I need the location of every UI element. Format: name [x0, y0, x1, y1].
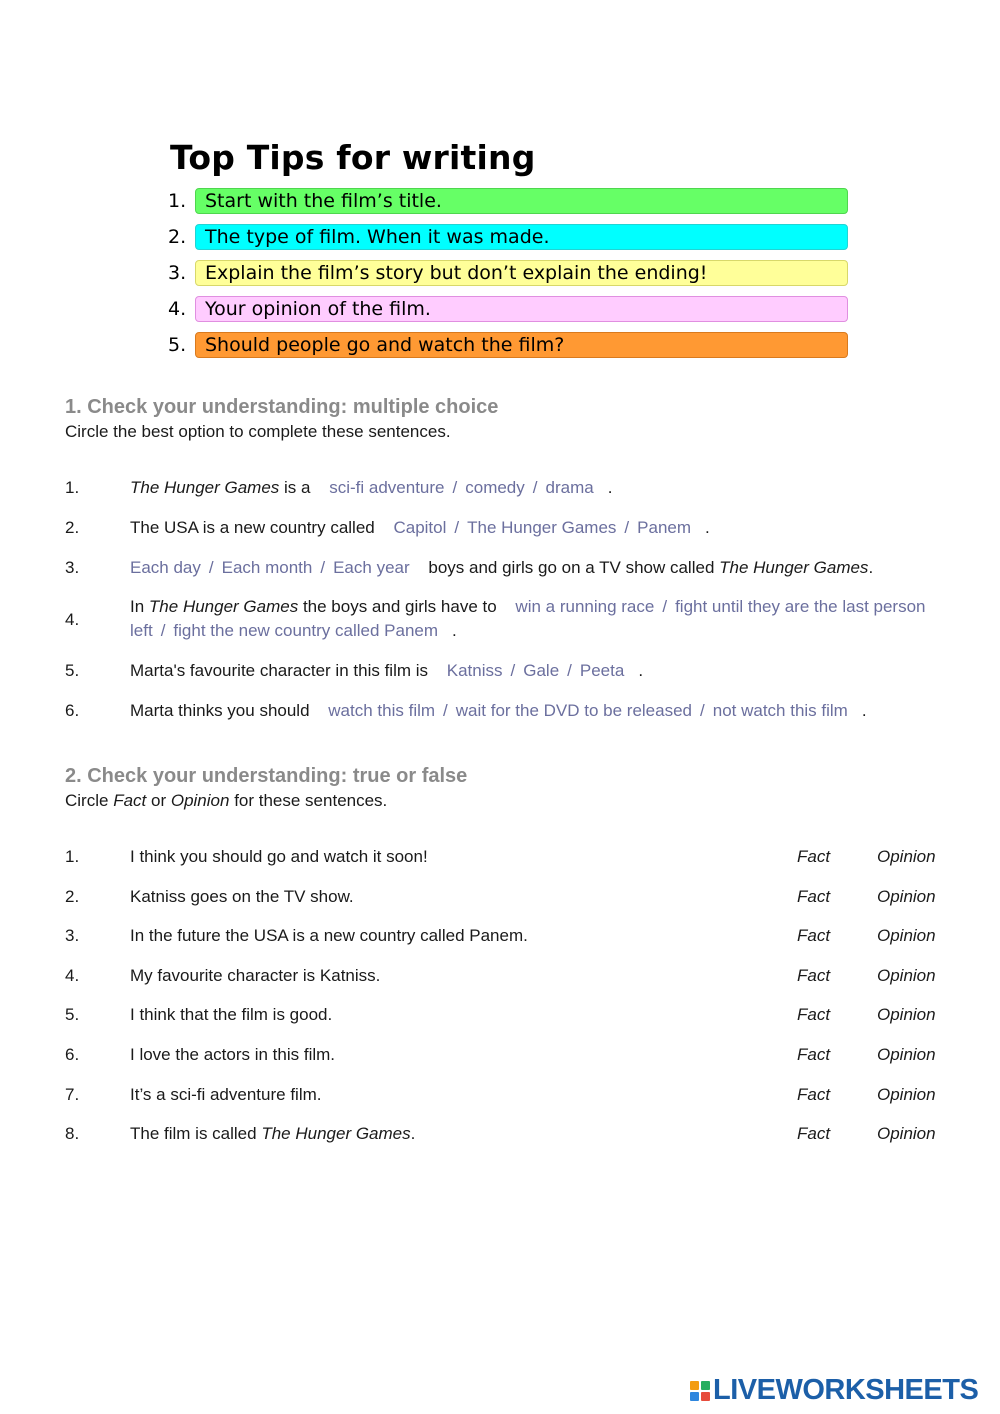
- fact-option[interactable]: Fact: [797, 926, 831, 945]
- film-title: The Hunger Games: [719, 558, 869, 577]
- option-the-hunger-games[interactable]: The Hunger Games: [467, 518, 617, 537]
- section2-instruction: [65, 791, 945, 815]
- section1-title: 1. Check your understanding: multiple choice: [65, 396, 499, 418]
- option-separator: /: [532, 478, 538, 497]
- sentence-end: .: [452, 621, 457, 640]
- tip-text: Start with the film’s title.: [195, 188, 848, 214]
- question-number: 4.: [65, 966, 80, 985]
- option-gale[interactable]: Gale: [523, 661, 560, 680]
- question-text: boys and girls go on a TV show called: [428, 558, 715, 577]
- instruction-text: Circle: [65, 791, 109, 810]
- tip-text: Your opinion of the film.: [195, 296, 848, 322]
- mc-question-4: [65, 595, 945, 645]
- statement-text: My favourite character is Katniss.: [130, 966, 381, 985]
- question-text: is a: [279, 478, 311, 497]
- option-peeta[interactable]: Peeta: [579, 661, 625, 680]
- question-number: 5.: [65, 661, 80, 680]
- option-separator: /: [454, 518, 460, 537]
- option-comedy[interactable]: comedy: [465, 478, 525, 497]
- sentence-end: .: [861, 701, 867, 720]
- tip-number: 4.: [168, 298, 187, 320]
- tf-questions: [65, 845, 945, 1155]
- question-number: 2.: [65, 887, 80, 906]
- sentence-end: .: [705, 518, 710, 537]
- tip-item: [168, 223, 848, 251]
- section2-title: 2. Check your understanding: true or false: [65, 765, 468, 787]
- film-title: The Hunger Games: [130, 478, 280, 497]
- tip-number: 2.: [168, 226, 187, 248]
- sentence-end: .: [638, 661, 644, 680]
- tips-list: [168, 187, 848, 359]
- opinion-option[interactable]: Opinion: [877, 1124, 936, 1143]
- option-not-watch[interactable]: not watch this film: [712, 701, 848, 720]
- question-number: 1.: [65, 847, 80, 866]
- instruction-fact: Fact: [113, 791, 147, 810]
- option-wait-for-dvd[interactable]: wait for the DVD to be released: [455, 701, 692, 720]
- option-separator: /: [208, 558, 214, 577]
- tip-number: 3.: [168, 262, 187, 284]
- statement-text: In the future the USA is a new country called Panem.: [130, 926, 528, 945]
- option-sci-fi-adventure[interactable]: sci-fi adventure: [329, 478, 445, 497]
- question-number: 7.: [65, 1085, 80, 1104]
- section-multiple-choice: [65, 396, 945, 446]
- fact-option[interactable]: Fact: [797, 966, 831, 985]
- question-number: 3.: [65, 558, 80, 577]
- film-title: The Hunger Games: [261, 1124, 411, 1143]
- statement-text: The film is called: [130, 1124, 262, 1143]
- option-panem[interactable]: Panem: [637, 518, 692, 537]
- sentence-end: .: [410, 1124, 416, 1143]
- question-text: Marta's favourite character in this film is: [130, 661, 429, 680]
- option-watch-this-film[interactable]: watch this film: [328, 701, 436, 720]
- option-win-running-race[interactable]: win a running race: [515, 597, 655, 616]
- opinion-option[interactable]: Opinion: [877, 887, 936, 906]
- tip-item: [168, 259, 848, 287]
- tip-item: [168, 331, 848, 359]
- option-separator: /: [662, 597, 668, 616]
- opinion-option[interactable]: Opinion: [877, 966, 936, 985]
- film-title: The Hunger Games: [148, 597, 299, 616]
- logo-mark-icon: [690, 1381, 710, 1401]
- option-fight-new-country[interactable]: fight the new country called Panem: [173, 621, 439, 640]
- question-number: 5.: [65, 1005, 80, 1024]
- top-tips-box: [168, 138, 848, 367]
- logo-text: LIVEWORKSHEETS: [713, 1374, 979, 1406]
- tip-number: 5.: [168, 334, 187, 356]
- option-separator: /: [624, 518, 630, 537]
- tip-text: Explain the film’s story but don’t explain the ending!: [195, 260, 848, 286]
- instruction-opinion: Opinion: [170, 791, 230, 810]
- question-pre: In: [130, 597, 145, 616]
- opinion-option[interactable]: Opinion: [877, 847, 936, 866]
- fact-option[interactable]: Fact: [797, 1124, 831, 1143]
- option-separator: /: [567, 661, 572, 680]
- section1-instruction: Circle the best option to complete these sentences.: [65, 422, 451, 441]
- fact-option[interactable]: Fact: [797, 1005, 831, 1024]
- question-number: 6.: [65, 1045, 80, 1064]
- section-true-false: [65, 765, 945, 815]
- fact-option[interactable]: Fact: [797, 1085, 831, 1104]
- question-text: the boys and girls have to: [298, 597, 497, 616]
- option-separator: /: [700, 701, 705, 720]
- instruction-text: or: [150, 791, 167, 810]
- option-each-month[interactable]: Each month: [221, 558, 313, 577]
- option-each-day[interactable]: Each day: [130, 558, 201, 577]
- opinion-option[interactable]: Opinion: [877, 926, 936, 945]
- option-separator: /: [452, 478, 458, 497]
- opinion-option[interactable]: Opinion: [877, 1045, 936, 1064]
- question-number: 2.: [65, 518, 80, 537]
- option-drama[interactable]: drama: [545, 478, 594, 497]
- question-number: 1.: [65, 478, 80, 497]
- fact-option[interactable]: Fact: [797, 847, 831, 866]
- tip-text: The type of film. When it was made.: [195, 224, 848, 250]
- tip-text: Should people go and watch the film?: [195, 332, 848, 358]
- question-number: 3.: [65, 926, 80, 945]
- statement-text: I think you should go and watch it soon!: [130, 847, 428, 866]
- liveworksheets-logo[interactable]: [690, 1374, 978, 1407]
- opinion-option[interactable]: Opinion: [877, 1005, 936, 1024]
- statement-text: I love the actors in this film.: [130, 1045, 336, 1064]
- option-capitol[interactable]: Capitol: [393, 518, 447, 537]
- tip-item: [168, 187, 848, 215]
- instruction-text: for these sentences.: [234, 791, 388, 810]
- option-each-year[interactable]: Each year: [333, 558, 410, 577]
- fact-option[interactable]: Fact: [797, 887, 831, 906]
- sentence-end: .: [868, 558, 874, 577]
- tip-item: [168, 295, 848, 323]
- question-number: 8.: [65, 1124, 80, 1143]
- option-separator: /: [510, 661, 516, 680]
- question-text: Marta thinks you should: [130, 701, 310, 720]
- tips-title: Top Tips for writing: [170, 138, 536, 177]
- statement-text: I think that the film is good.: [130, 1005, 333, 1024]
- option-separator: /: [443, 701, 448, 720]
- option-fight-until-last[interactable]: fight until they are the last person left: [130, 597, 926, 640]
- fact-option[interactable]: Fact: [797, 1045, 831, 1064]
- question-number: 4.: [65, 610, 80, 629]
- tip-number: 1.: [168, 190, 187, 212]
- option-separator: /: [320, 558, 326, 577]
- option-katniss[interactable]: Katniss: [446, 661, 503, 680]
- statement-text: Katniss goes on the TV show.: [130, 887, 354, 906]
- question-number: 6.: [65, 701, 80, 720]
- option-separator: /: [160, 621, 166, 640]
- opinion-option[interactable]: Opinion: [877, 1085, 936, 1104]
- statement-text: It’s a sci-fi adventure film.: [130, 1085, 322, 1104]
- question-text: The USA is a new country called: [130, 518, 375, 537]
- sentence-end: .: [607, 478, 613, 497]
